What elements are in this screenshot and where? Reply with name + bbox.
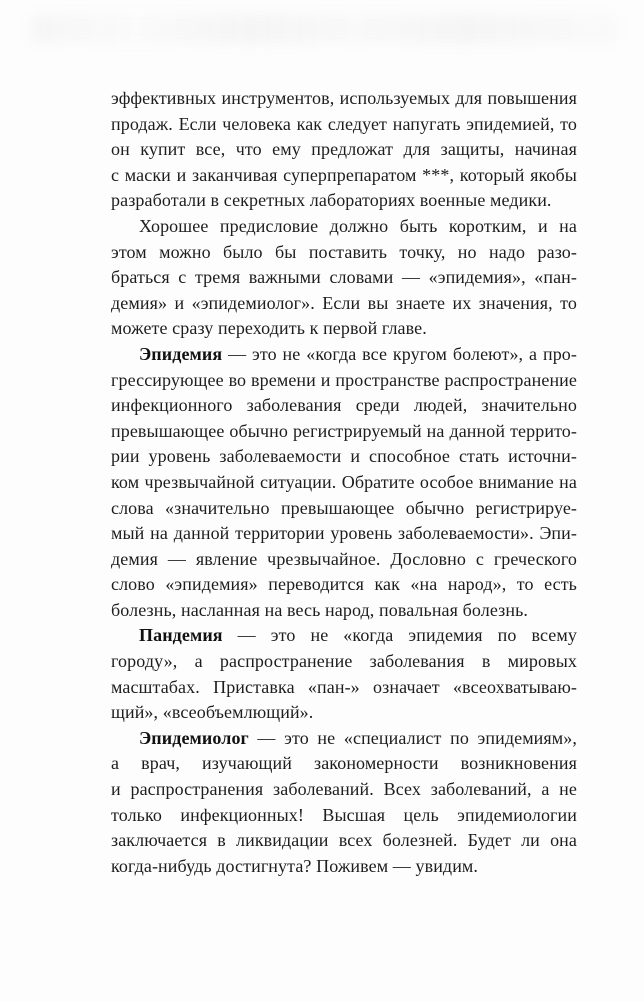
- text-line: слово «эпидемия» переводится как «на народ», то есть: [111, 574, 577, 595]
- text-line: мый на данной территории уровень заболеваемости». Эпи-: [111, 523, 577, 544]
- paragraph: [111, 726, 577, 880]
- text-line: он купит все, что ему предложат для защиты, начиная: [111, 139, 577, 160]
- text-line: масштабах. Приставка «пан-» означает «всеохватываю-: [111, 676, 577, 697]
- text-line: продаж. Если человека как следует напугать эпидемией, то: [111, 113, 577, 134]
- text-line: слова «значительно превышающее обычно регистрируе-: [111, 497, 577, 518]
- text-line: болезнь, насланная на весь народ, повальная болезнь.: [111, 599, 528, 620]
- term-bold: Эпидемиолог: [139, 727, 249, 748]
- text-line: Эпидемия — это не «когда все кругом болеют», а про-: [139, 343, 577, 364]
- page-text: [111, 86, 577, 879]
- text-line: ком чрезвычайной ситуации. Обратите особое внимание на: [111, 471, 577, 492]
- text-line: Эпидемиолог — это не «специалист по эпидемиям»,: [139, 727, 577, 748]
- text-line: грессирующее во времени и пространстве распространение: [111, 369, 577, 390]
- text-line: этом можно было бы поставить точку, но надо разо-: [111, 241, 577, 262]
- term-bold: Эпидемия: [139, 343, 223, 364]
- term-bold: Пандемия: [139, 625, 223, 646]
- scan-bleed-artifact: [30, 14, 620, 44]
- text-line: городу», а распространение заболевания в мировых: [111, 651, 577, 672]
- text-line: превышающее обычно регистрируемый на данной террито-: [111, 420, 577, 441]
- paragraph: [111, 214, 577, 342]
- text-line: с маски и заканчивая суперпрепаратом ***, который якобы: [111, 164, 577, 185]
- text-line: демия — явление чрезвычайное. Дословно с греческого: [111, 548, 577, 569]
- text-line: Пандемия — это не «когда эпидемия по всему: [139, 625, 577, 646]
- text-line: когда-нибудь достигнута? Поживем — увидим.: [111, 855, 479, 876]
- text-line: рии уровень заболеваемости и способное стать источни-: [111, 446, 577, 467]
- text-line: заключается в ликвидации всех болезней. Будет ли она: [111, 830, 577, 851]
- text-line: разработали в секретных лабораториях военные медики.: [111, 190, 552, 211]
- text-line: а врач, изучающий закономерности возникновения: [111, 753, 577, 774]
- text-line: Хорошее предисловие должно быть коротким, и на: [139, 215, 577, 236]
- paragraph: [111, 86, 577, 214]
- text-line: только инфекционных! Высшая цель эпидемиологии: [111, 804, 577, 825]
- paragraph: [111, 342, 577, 624]
- paragraph: [111, 623, 577, 725]
- text-line: инфекционного заболевания среди людей, значительно: [111, 395, 577, 416]
- text-line: можете сразу переходить к первой главе.: [111, 318, 427, 339]
- text-line: демия» и «эпидемиолог». Если вы знаете их значения, то: [111, 292, 577, 313]
- text-line: щий», «всеобъемлющий».: [111, 702, 314, 723]
- text-line: браться с тремя важными словами — «эпидемия», «пан-: [111, 267, 577, 288]
- text-line: и распространения заболеваний. Всех заболеваний, а не: [111, 779, 577, 800]
- text-line: эффективных инструментов, используемых для повышения: [111, 88, 577, 108]
